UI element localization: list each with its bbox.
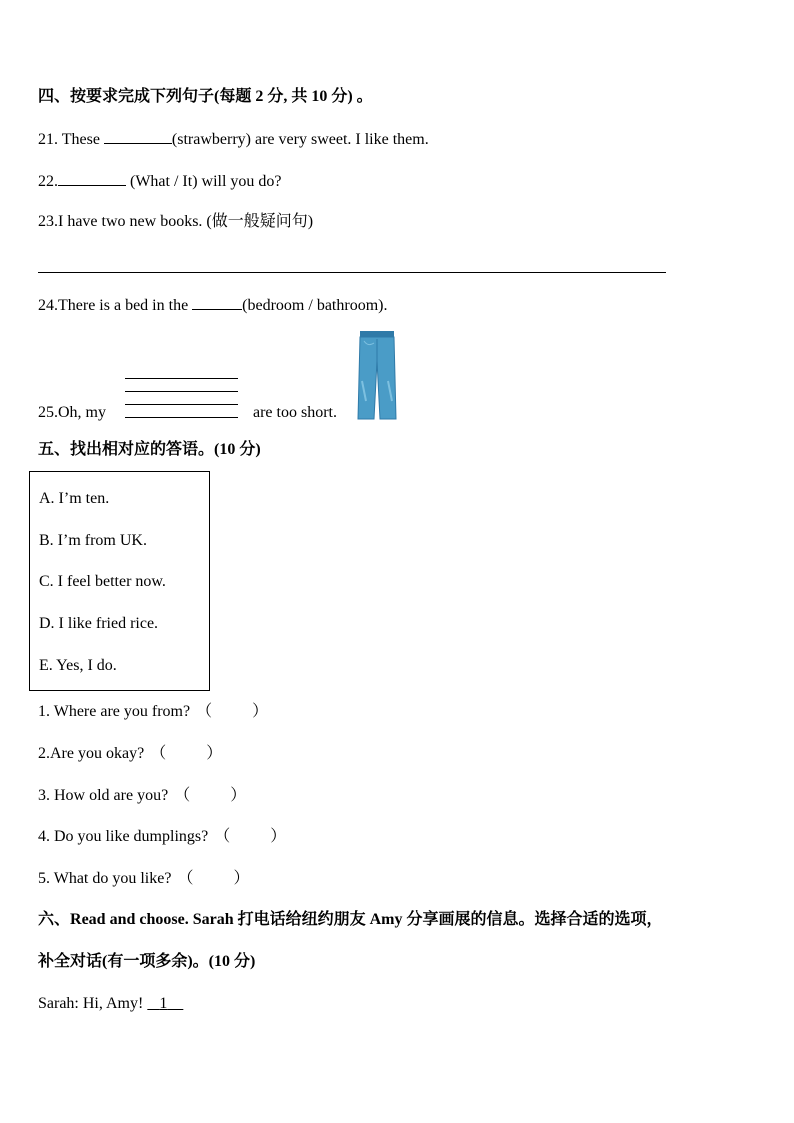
match-question-5 [38,869,249,889]
answer-line[interactable] [38,272,666,273]
option-c: C. I feel better now. [39,573,166,590]
answer-parens[interactable]: （ ） [150,745,223,762]
question-25 [38,403,106,423]
match-question-1 [38,702,268,722]
match-question-3 [38,786,246,806]
question-text: Oh, my [58,404,106,421]
section-number: 六、 [38,911,71,928]
heading-english: Read and choose. Sarah [70,911,234,928]
question-text: are very sweet. I like them. [251,131,429,148]
writing-line[interactable] [125,417,238,418]
option-a: A. I’m ten. [39,490,110,507]
match-question-2 [38,744,222,764]
dialog-blank[interactable] [147,995,183,1012]
section6-heading-line2: 补全对话(有一项多余)。(10 分) [38,953,256,970]
answer-blank[interactable] [58,171,126,186]
question-text: I have two new books. (做一般疑问句) [58,213,314,230]
match-question-4 [38,827,286,847]
question-text: 5. What do you like? [38,870,172,887]
options-box [29,471,210,691]
writing-line [125,378,238,379]
writing-line [125,404,238,405]
dialog-line-1 [38,994,183,1014]
question-text: There is a bed in the [58,297,193,314]
section6-heading-line1 [38,910,663,930]
dialog-text: Sarah: Hi, Amy! [38,995,148,1012]
question-text: 3. How old are you? [38,787,169,804]
question-number: 21. [38,131,58,148]
answer-parens[interactable]: （ ） [214,828,287,845]
question-23 [38,212,313,232]
heading-chinese: 分享画展的信息。选择合适的选项， [402,911,663,928]
question-number: 22. [38,173,58,190]
question-text: 1. Where are you from? [38,703,191,720]
question-22 [38,171,282,192]
question-25-rest: are too short. [253,404,337,421]
answer-parens[interactable]: （ ） [196,703,269,720]
writing-line [125,391,238,392]
answer-blank[interactable] [192,295,242,310]
blank-number: 1 [159,995,168,1012]
question-text: (bedroom / bathroom). [242,297,388,314]
section5-heading: 五、找出相对应的答语。(10 分) [38,441,261,458]
question-number: 24. [38,297,58,314]
section4-heading: 四、按要求完成下列句子(每题 2 分, 共 10 分) 。 [38,88,373,105]
hint-text: (strawberry) [171,131,251,148]
answer-parens[interactable]: （ ） [174,787,247,804]
question-24 [38,295,387,316]
jeans-icon [356,331,398,421]
answer-blank[interactable] [104,129,172,144]
question-text: These [58,131,104,148]
answer-parens[interactable]: （ ） [177,870,250,887]
question-21 [38,129,429,150]
option-b: B. I’m from UK. [39,532,147,549]
heading-chinese: 打电话给纽约朋友 [233,911,370,928]
question-text: 4. Do you like dumplings? [38,828,209,845]
heading-name: Amy [369,911,403,928]
question-text: (What / It) will you do? [126,173,282,190]
option-d: D. I like fried rice. [39,615,159,632]
question-number: 25. [38,404,58,421]
question-number: 23. [38,213,58,230]
option-e: E. Yes, I do. [39,657,117,674]
question-text: 2.Are you okay? [38,745,145,762]
